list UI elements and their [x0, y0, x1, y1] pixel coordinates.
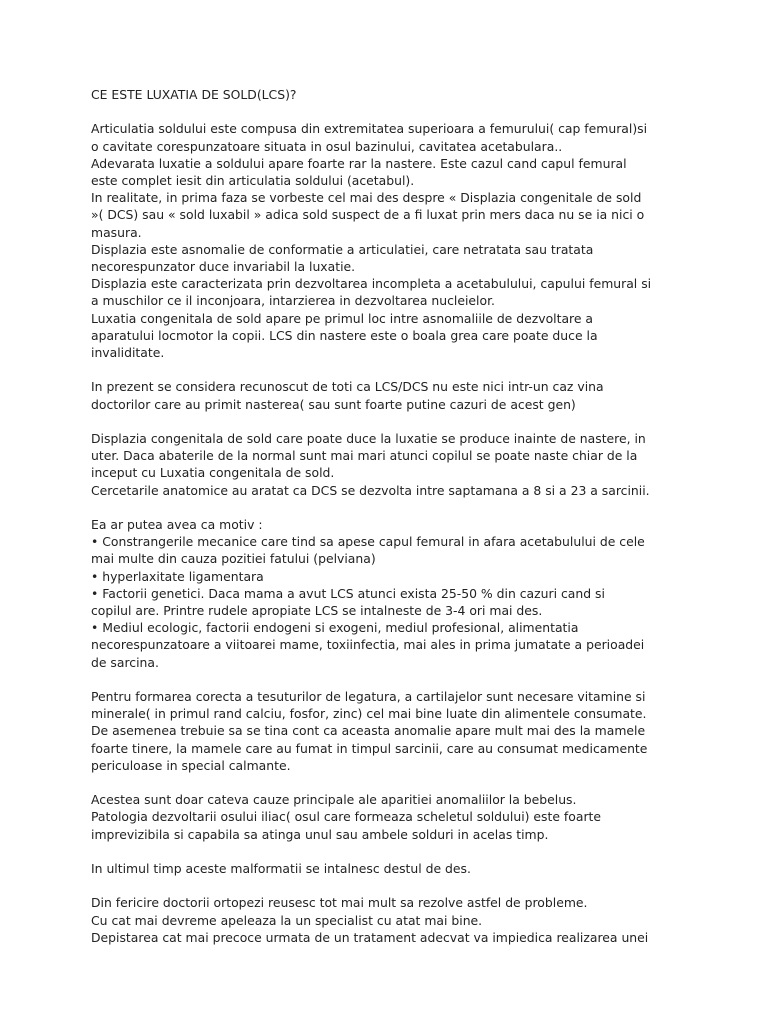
- text-line: »( DCS) sau « sold luxabil » adica sold suspect de a fi luxat prin mers daca nu se ia nici o: [91, 207, 645, 223]
- document-title: [91, 86, 691, 103]
- paragraph-causes-list: [91, 516, 691, 671]
- paragraph-anatomy-definition: [91, 120, 691, 361]
- text-line: copilul are. Printre rudele apropiate LCS se intalneste de 3-4 ori mai des.: [91, 603, 543, 619]
- text-line: invaliditate.: [91, 345, 165, 361]
- text-line: inceput cu Luxatia congenitala de sold.: [91, 465, 335, 481]
- paragraph-pathology: [91, 791, 691, 843]
- text-line: doctorilor care au primit nasterea( sau sunt foarte putine cazuri de acest gen): [91, 396, 576, 412]
- text-line: Adevarata luxatie a soldului apare foarte rar la nastere. Este cazul cand capul femural: [91, 155, 627, 171]
- text-line: este complet iesit din articulatia soldului (acetabul).: [91, 173, 415, 188]
- text-line: uter. Daca abaterile de la normal sunt mai mari atunci copilul se poate naste chiar de la: [91, 448, 638, 464]
- text-line: • Factorii genetici. Daca mama a avut LCS atunci exista 25-50 % din cazuri cand si: [91, 585, 605, 601]
- text-line: Cercetarile anatomice au aratat ca DCS se dezvolta intre saptamana a 8 si a 23 a sarcinii.: [91, 482, 650, 498]
- text-line: Patologia dezvoltarii osului iliac( osul care formeaza scheletul soldului) este foarte: [91, 809, 602, 825]
- text-line: Ea ar putea avea ca motiv :: [91, 517, 263, 533]
- text-line: de sarcina.: [91, 654, 159, 670]
- text-line: Articulatia soldului este compusa din extremitatea superioara a femurului( cap femural)si: [91, 121, 648, 137]
- text-line: aparatului locmotor la copii. LCS din nastere este o boala grea care poate duce la: [91, 327, 598, 343]
- text-line: In ultimul timp aceste malformatii se intalnesc destul de des.: [91, 861, 471, 877]
- text-line: a muschilor ce il inconjoara, intarzierea in dezvoltarea nucleielor.: [91, 293, 495, 309]
- text-line: De asemenea trebuie sa se tina cont ca aceasta anomalie apare mult mai des la mamele: [91, 723, 646, 739]
- text-line: Displazia congenitala de sold care poate duce la luxatie se produce inainte de nastere, in: [91, 431, 646, 447]
- text-line: Displazia este caracterizata prin dezvoltarea incompleta a acetabulului, capului femural si: [91, 276, 652, 292]
- text-line: Cu cat mai devreme apeleaza la un specialist cu atat mai bine.: [91, 912, 483, 928]
- paragraph-treatment: [91, 894, 691, 946]
- text-line: o cavitate corespunzatoare situata in osul bazinului, cavitatea acetabulara..: [91, 138, 563, 154]
- title-line: CE ESTE LUXATIA DE SOLD(LCS)?: [91, 87, 297, 102]
- text-line: mai multe din cauza pozitiei fatului (pelviana): [91, 551, 376, 567]
- text-line: • hyperlaxitate ligamentara: [91, 568, 264, 584]
- text-line: Luxatia congenitala de sold apare pe primul loc intre asnomaliile de dezvoltare a: [91, 310, 594, 326]
- text-line: Acestea sunt doar cateva cauze principale ale aparitiei anomaliilor la bebelus.: [91, 792, 577, 808]
- text-line: In prezent se considera recunoscut de toti ca LCS/DCS nu este nici intr-un caz vina: [91, 379, 604, 395]
- text-line: Din fericire doctorii ortopezi reusesc tot mai mult sa rezolve astfel de probleme.: [91, 895, 588, 911]
- text-line: In realitate, in prima faza se vorbeste cel mai des despre « Displazia congenitale de sold: [91, 190, 642, 206]
- paragraph-frequency: [91, 860, 691, 877]
- text-line: • Mediul ecologic, factorii endogeni si exogeni, mediul profesional, alimentatia: [91, 620, 579, 636]
- text-line: necorespunzator duce invariabil la luxatie.: [91, 259, 356, 275]
- text-line: necorespunzatoare a viitoarei mame, toxiinfectia, mai ales in prima jumatate a perioadei: [91, 637, 645, 653]
- text-line: • Constrangerile mecanice care tind sa apese capul femural in afara acetabulului de cele: [91, 534, 645, 550]
- text-line: imprevizibila si capabila sa atinga unul sau ambele solduri in acelas timp.: [91, 826, 549, 842]
- text-line: periculoase in special calmante.: [91, 757, 291, 773]
- text-line: Depistarea cat mai precoce urmata de un tratament adecvat va impiedica realizarea unei: [91, 929, 649, 945]
- paragraph-prenatal: [91, 430, 691, 499]
- paragraph-doctors: [91, 378, 691, 412]
- text-line: Displazia este asnomalie de conformatie a articulatiei, care netratata sau tratata: [91, 241, 594, 257]
- text-line: foarte tinere, la mamele care au fumat in timpul sarcinii, care au consumat medicamente: [91, 740, 648, 756]
- text-line: minerale( in primul rand calciu, fosfor, zinc) cel mai bine luate din alimentele consumate.: [91, 706, 647, 722]
- text-line: masura.: [91, 224, 142, 240]
- paragraph-nutrition: [91, 688, 691, 774]
- text-line: Pentru formarea corecta a tesuturilor de legatura, a cartilajelor sunt necesare vitamine si: [91, 689, 646, 705]
- document-body: [91, 86, 691, 946]
